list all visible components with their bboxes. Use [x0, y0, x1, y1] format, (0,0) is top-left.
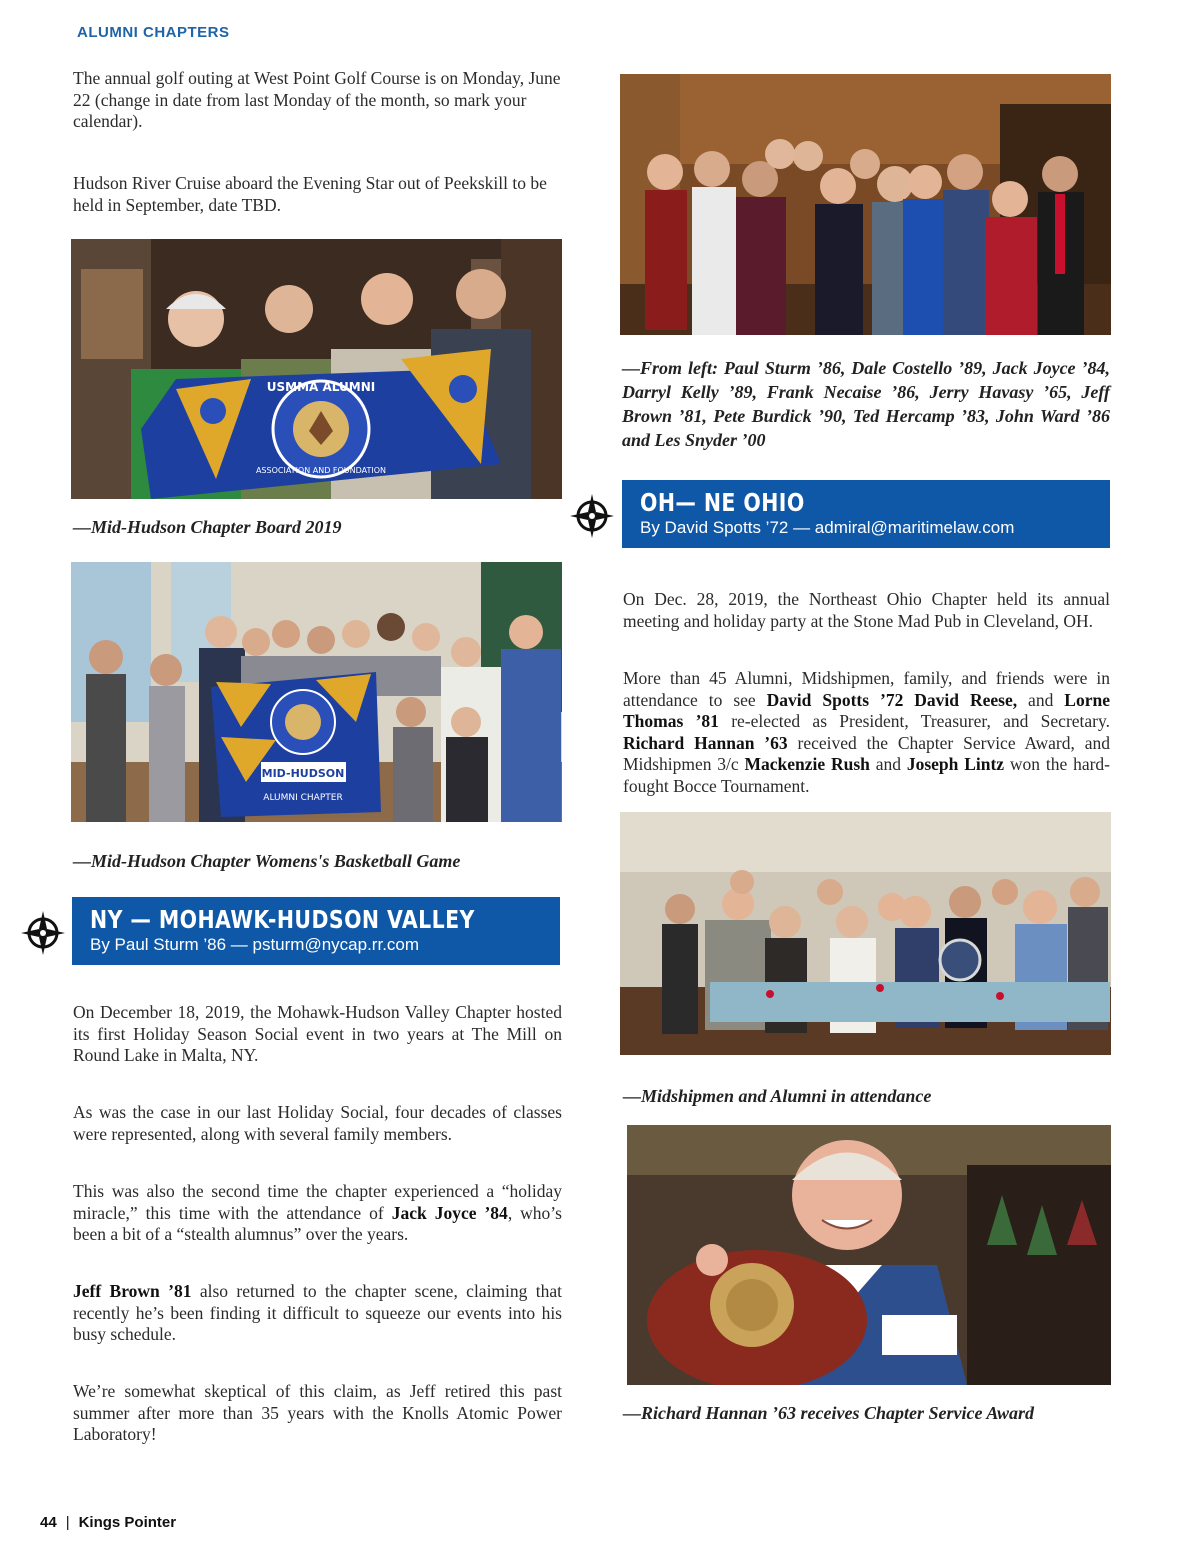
paragraph-ny-3: This was also the second time the chapter experienced a “holiday miracle,” this time with the attendance of Jack Joyce ’84, who’s been a bit of a “stealth alumnus” over the years.: [73, 1181, 562, 1244]
page-footer: [40, 1514, 176, 1531]
caption-group-names: —From left: Paul Sturm ’86, Dale Costello ’89, Jack Joyce ’84, Darryl Kelly ’89, Frank Necaise ’86, Jerry Havasy ’65, Jeff Brown ’81, Pete Burdick ’90, Ted Hercamp ’83, John Ward ’86 and Les Snyder ’00: [622, 358, 1110, 450]
name-jack-joyce: Jack Joyce ’84: [391, 1202, 508, 1223]
paragraph-ny-1: On December 18, 2019, the Mohawk-Hudson Valley Chapter hosted its first Holiday Season Social event in two years at The Mill on Round Lake in Malta, NY.: [73, 1002, 562, 1065]
paragraph-ny-5: We’re somewhat skeptical of this claim, as Jeff retired this past summer after more than 35 years with the Knolls Atomic Power Laboratory!: [73, 1381, 562, 1444]
byline-ny: By Paul Sturm ’86 — psturm@nycap.rr.com: [90, 935, 420, 954]
page-number: 44: [40, 1514, 57, 1531]
paragraph-ny-2: As was the case in our last Holiday Social, four decades of classes were represented, along with several family members.: [73, 1102, 562, 1144]
footer-separator: |: [65, 1514, 70, 1531]
section-banner-ny: [72, 897, 560, 965]
compass-rose-icon: [20, 910, 66, 956]
photo-mohawk-hudson-group: [620, 74, 1111, 335]
byline-oh: By David Spotts ’72 — admiral@maritimelaw.com: [640, 518, 1015, 537]
paragraph-ny-4: Jeff Brown ’81 also returned to the chapter scene, claiming that recently he’s been finding it difficult to squeeze our events into his busy schedule.: [73, 1281, 563, 1344]
section-label: ALUMNI CHAPTERS: [77, 24, 230, 41]
section-banner-oh: [622, 480, 1110, 548]
paragraph-golf-outing: The annual golf outing at West Point Golf Course is on Monday, June 22 (change in date from last Monday of the month, so mark your calendar).: [73, 68, 561, 131]
paragraph-oh-1: On Dec. 28, 2019, the Northeast Ohio Chapter held its annual meeting and holiday party at the Stone Mad Pub in Cleveland, OH.: [623, 589, 1110, 631]
photo-mid-hudson-board: [71, 239, 562, 499]
caption-basketball: —Mid-Hudson Chapter Womens's Basketball Game: [73, 851, 461, 871]
flag-text-alumni-chapter: ALUMNI CHAPTER: [263, 793, 343, 803]
paragraph-oh-2: More than 45 Alumni, Midshipmen, family, and friends were in attendance to see David Spotts ’72 David Reese, and Lorne Thomas ’81 re-elected as President, Treasurer, and Secretary. Richard Hannan ’63 received the Chapter Service Award, and Midshipmen 3/c Mackenzie Rush and Joseph Lintz won the hard-fought Bocce Tournament.: [623, 668, 1111, 796]
section-title-ny: NY — MOHAWK-HUDSON VALLEY: [90, 905, 475, 934]
photo-mid-hudson-basketball: [71, 562, 562, 822]
section-title-oh: OH— NE OHIO: [640, 488, 805, 517]
caption-board: —Mid-Hudson Chapter Board 2019: [73, 517, 342, 537]
flag-text-association: ASSOCIATION AND FOUNDATION: [255, 466, 387, 475]
magazine-name: Kings Pointer: [78, 1514, 177, 1531]
photo-ohio-attendance: [620, 812, 1111, 1055]
compass-rose-icon: [569, 493, 615, 539]
name-jeff-brown: Jeff Brown ’81: [73, 1281, 192, 1301]
caption-award: —Richard Hannan ’63 receives Chapter Service Award: [623, 1403, 1034, 1423]
flag-text-usmma-alumni: USMMA ALUMNI: [266, 380, 376, 394]
flag-text-mid-hudson: MID-HUDSON: [261, 767, 345, 780]
photo-hannan-award: [627, 1125, 1111, 1385]
paragraph-hudson-cruise: Hudson River Cruise aboard the Evening Star out of Peekskill to be held in September, date TBD.: [73, 173, 547, 215]
caption-attendance: —Midshipmen and Alumni in attendance: [623, 1086, 932, 1106]
